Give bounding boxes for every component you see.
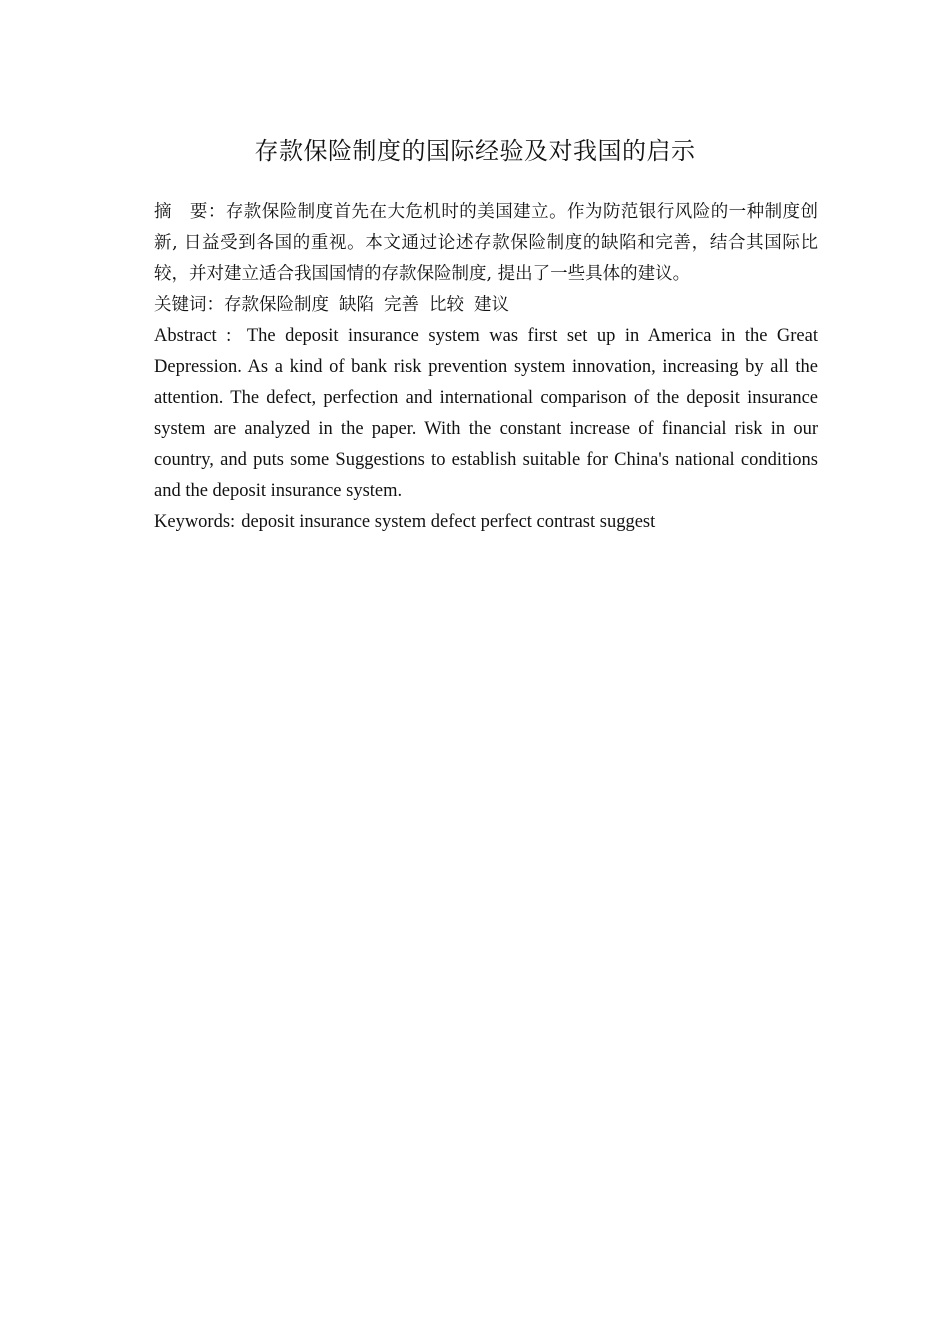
document-title: 存款保险制度的国际经验及对我国的启示 xyxy=(254,137,696,165)
keyword-cn-item: 完善 xyxy=(384,295,419,315)
document-body xyxy=(154,197,818,538)
keywords-cn-label: 关键词： xyxy=(154,295,224,315)
keyword-cn-item: 比较 xyxy=(429,295,464,315)
abstract-en-text: The deposit insurance system was first set up in America in the Great Depression. As a kind of bank risk prevention system innovation, increasing by all the attention. The defect, perfection and international comparison of the deposit insurance system are analyzed in the paper. With the constant increase of financial risk in our country, and puts some Suggestions to establish suitable for China's national conditions and the deposit insurance system. xyxy=(154,326,818,501)
keywords-en-text: deposit insurance system defect perfect contrast suggest xyxy=(241,512,656,532)
abstract-cn-text: 存款保险制度首先在大危机时的美国建立。作为防范银行风险的一种制度创新, 日益受到各国的重视。本文通过论述存款保险制度的缺陷和完善，结合其国际比较，并对建立适合我国国情的存款保险制度, 提出了一些具体的建议。 xyxy=(154,202,819,284)
abstract-en-label: Abstract : xyxy=(154,326,232,346)
keywords-cn xyxy=(154,290,818,321)
abstract-cn-label: 摘 要： xyxy=(154,202,226,222)
keyword-cn-item: 存款保险制度 xyxy=(224,295,329,315)
keyword-cn-item: 建议 xyxy=(474,295,509,315)
keywords-en-label: Keywords: xyxy=(154,512,236,532)
keyword-cn-item: 缺陷 xyxy=(339,295,374,315)
abstract-cn xyxy=(154,197,818,290)
keywords-en xyxy=(154,507,818,538)
abstract-en xyxy=(154,321,818,507)
